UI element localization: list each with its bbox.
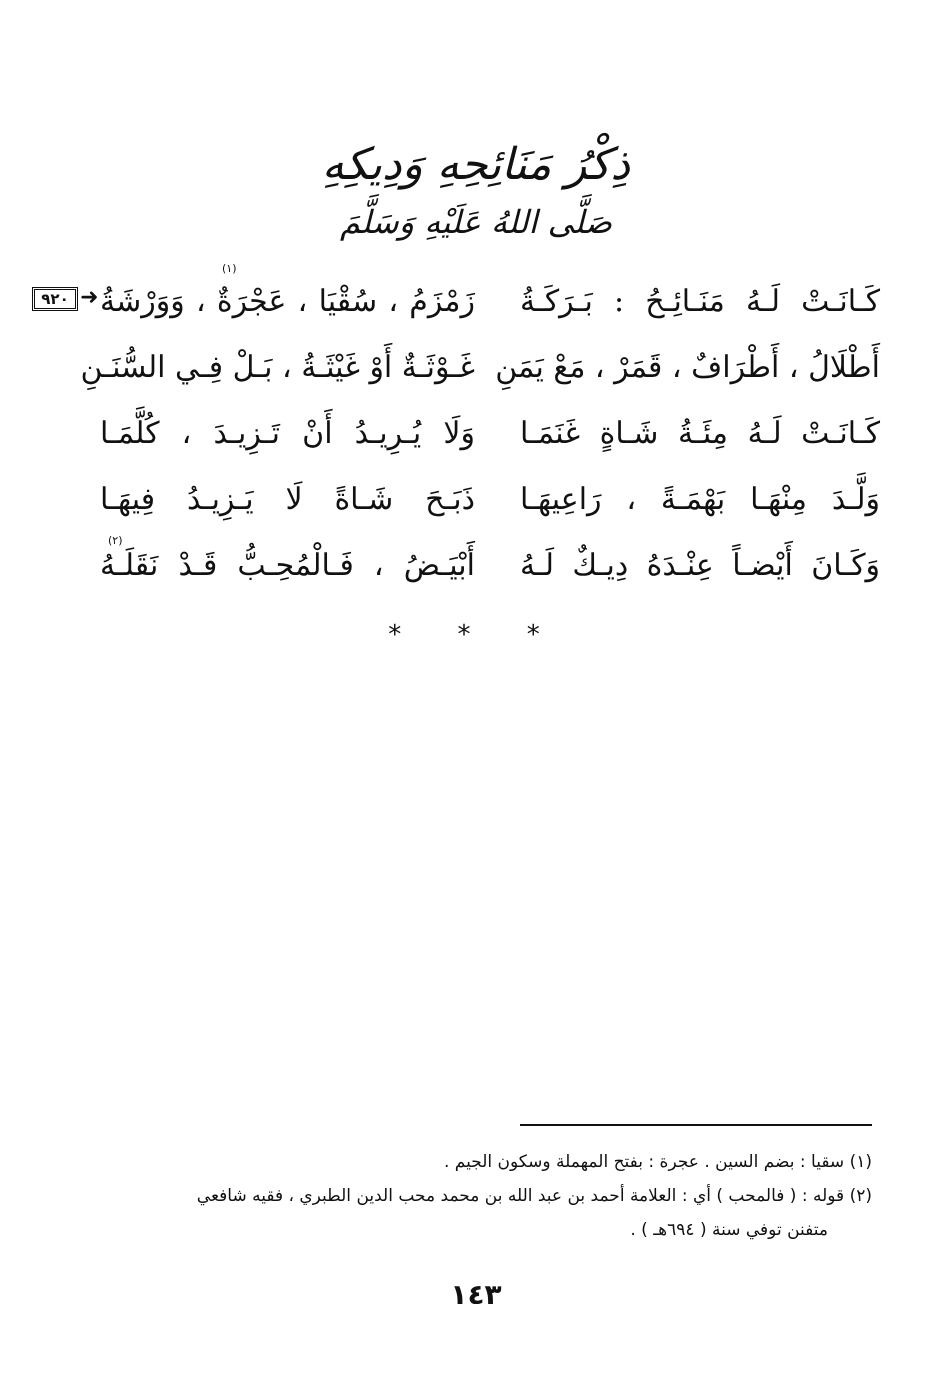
- verse-hemistich-second: زَمْزَمُ ، سُقْيَا ، عَجْرَةٌ ، وَوَرْشَةُ: [100, 284, 475, 319]
- verse-hemistich-first: أَطْلَالُ ، أَطْرَافٌ ، قَمَرْ ، مَعْ يَمَنِ: [495, 350, 880, 385]
- verse-hemistich-second: وَلَا يُـرِيـدُ أَنْ تَـزِيـدَ ، كُلَّمَـا: [100, 416, 475, 451]
- section-title: ذِكْرُ مَنَائِحِهِ وَدِيكِهِ: [321, 139, 631, 190]
- verse-arrow-icon: ➜: [80, 285, 99, 310]
- footnote-2-continued: متفنن توفي سنة ( ٦٩٤هـ ) .: [630, 1220, 828, 1240]
- page-number: ١٤٣: [450, 1278, 502, 1311]
- verse-line: [100, 534, 880, 598]
- footnote-ref-2: (٢): [108, 534, 123, 547]
- section-separator-stars: * * *: [388, 620, 564, 650]
- verse-number-box: ٩٢٠: [32, 287, 78, 311]
- verse-hemistich-second: غَـوْثَـةٌ أَوْ غَيْثَـةُ ، بَـلْ فِـي السُّنَـنِ: [80, 350, 475, 385]
- verse-hemistich-second: ذَبَـحَ شَـاةً لَا يَـزِيـدُ فِيهَـا: [100, 482, 475, 517]
- footnote-ref-1: (١): [222, 262, 237, 275]
- verse-hemistich-first: وَكَـانَ أَيْضـاً عِنْـدَهُ دِيـكٌ لَـهُ: [520, 548, 880, 583]
- footnote-1: (١) سقيا : بضم السين . عجرة : بفتح المهملة وسكون الجيم .: [443, 1152, 872, 1172]
- section-subtitle: صَلَّى اللهُ عَلَيْهِ وَسَلَّمَ: [340, 203, 612, 241]
- verse-line: [100, 468, 880, 532]
- footnote-divider: [520, 1124, 872, 1126]
- verse-hemistich-second: أَبْيَـضُ ، فَـالْمُحِـبُّ قَـدْ نَقَلَـهُ: [100, 548, 475, 583]
- verse-hemistich-first: وَلَّـدَ مِنْهَـا بَهْمَـةً ، رَاعِيهَـا: [520, 482, 880, 517]
- footnote-2: (٢) قوله : ( فالمحب ) أي : العلامة أحمد بن عبد الله بن محمد محب الدين الطبري ، فقيه شافعي: [196, 1186, 872, 1206]
- verse-line: [80, 336, 880, 400]
- verse-hemistich-first: كَـانَـتْ لَـهُ مِئَـةُ شَـاةٍ غَنَمَـا: [520, 416, 880, 451]
- verse-line: [100, 402, 880, 466]
- footnotes: [100, 1145, 872, 1247]
- verse-line: [100, 270, 880, 334]
- verse-hemistich-first: كَـانَـتْ لَـهُ مَنَـائِـحُ : بَـرَكَـةُ: [520, 284, 880, 319]
